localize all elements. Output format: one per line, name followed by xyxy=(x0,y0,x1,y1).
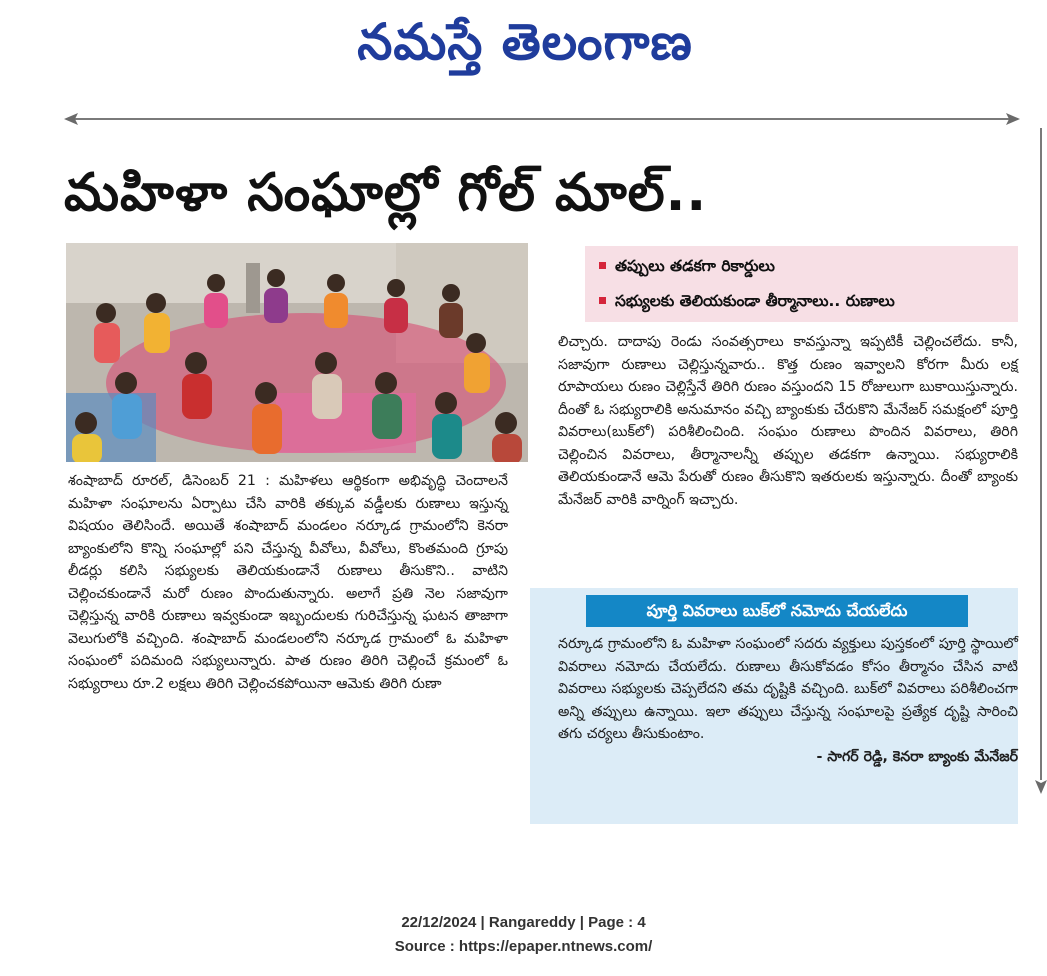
footer-date-line: 22/12/2024 | Rangareddy | Page : 4 xyxy=(401,914,646,931)
masthead-title: నమస్తే తెలంగాణ xyxy=(357,12,693,71)
sidebar-heading: పూర్తి వివరాలు బుక్‌లో నమోదు చేయలేదు xyxy=(586,595,968,627)
sidebar-signature: - సాగర్ రెడ్డి, కెనరా బ్యాంకు మేనేజర్ xyxy=(816,748,1018,765)
highlight-item xyxy=(599,286,895,316)
article-column-left xyxy=(68,470,508,695)
sidebar-content xyxy=(558,633,1018,768)
article-column-right xyxy=(558,331,1018,511)
article-photo xyxy=(66,243,528,462)
bullet-square-icon xyxy=(599,262,606,269)
highlight-text: సభ్యులకు తెలియకుండా తీర్మానాలు.. రుణాలు xyxy=(615,292,895,310)
article-paragraph: లిచ్చారు. దాదాపు రెండు సంవత్సరాలు కావస్తున్నా ఇప్పటికీ చెల్లించలేదు. కానీ, సజావుగా రుణాలు చెల్లిస్తున్నవారు.. కొత్త రుణం ఇవ్వాలని కోరగా మీరు లక్ష రూపాయలు రుణం చెల్లిస్తేనే తిరిగి రుణం వస్తుందని 15 రోజులుగా బుకాయిస్తున్నారు. దీంతో ఓ సభ్యురాలికి అనుమానం వచ్చి బ్యాంకుకు చేరుకొని మేనేజర్ సమక్షంలో పూర్తి వివరాలు(బుక్‌లో) పరిశీలించింది. సంఘం రుణాలు పొందిన వివరాలు, తిరిగి చెల్లించిన వివరాలు, తీర్మానాలన్నీ తప్పుల తడకగా ఉన్నాయి. సభ్యురాలికి తెలియకుండానే ఆమె పేరుతో రుణం తీసుకొని ఇతరులకు ఇస్తున్నారు. దీంతో బ్యాంకు మేనేజర్ వారికి వార్నింగ్ ఇచ్చారు. xyxy=(558,334,1018,508)
highlight-text: తప్పులు తడకగా రికార్డులు xyxy=(615,257,775,275)
article-paragraph: శంషాబాద్ రూరల్, డిసెంబర్ 21 : మహిళలు ఆర్థికంగా అభివృద్ధి చెందాలనే మహిళా సంఘాలను ఏర్పాటు చేసి వారికి తక్కువ వడ్డీలకు రుణాలు ఇస్తున్న విషయం తెలిసిందే. అయితే శంషాబాద్ మండలం నర్కూడ గ్రామంలోని కెనరా బ్యాంకులోని కొన్ని సంఘాల్లో పని చేస్తున్న వీవోలు, వీవోలు, కొంతమంది గ్రూపు లీడర్లు కలిసి సభ్యులకు తెలియకుండానే రుణాలు తీసుకొని.. వాటిని చెల్లించకుండానే మరో రుణం పొందుతున్నారు. అలాగే ప్రతి నెల సజావుగా చెల్లిస్తున్న వారికి రుణాలు ఇవ్వకుండా ఇబ్బందులకు గురిచేస్తున్న ఘటన తాజాగా వెలుగులోకి వచ్చింది. శంషాబాద్ మండలంలోని నర్కూడ గ్రామంలో ఓ మహిళా సంఘంలో పదిమంది సభ్యులున్నారు. పాత రుణం తిరిగి చెల్లించే క్రమంలో ఓ సభ్యురాలు రూ.2 లక్షలు తిరిగి చెల్లించకపోయినా ఆమెకు తిరిగి రుణా xyxy=(68,473,508,692)
bullet-square-icon xyxy=(599,297,606,304)
vertical-divider-arrow xyxy=(1034,128,1047,794)
article-headline: మహిళా సంఘాల్లో గోల్ మాల్.. xyxy=(64,163,708,223)
highlights-box xyxy=(585,246,1018,322)
sidebar-paragraph: నర్కూడ గ్రామంలోని ఓ మహిళా సంఘంలో సదరు వ్యక్తులు పుస్తకంలో పూర్తి స్థాయిలో వివరాలు నమోదు చేయలేదు. రుణాలు తీసుకోవడం కోసం తీర్మానం చేసిన వాటి వివరాలు సభ్యులకు చెప్పలేదని తమ దృష్టికి వచ్చింది. బుక్‌లో వివరాలు పరిశీలించగా అన్ని తప్పులు ఉన్నాయి. ఇలా తప్పులు చేస్తున్న సంఘాలపై ప్రత్యేక దృష్టి సారించి తగు చర్యలు తీసుకుంటాం. xyxy=(558,636,1018,742)
footer-source-line: Source : https://epaper.ntnews.com/ xyxy=(394,938,653,955)
horizontal-divider-arrow xyxy=(64,111,1020,127)
highlight-item xyxy=(599,251,775,281)
